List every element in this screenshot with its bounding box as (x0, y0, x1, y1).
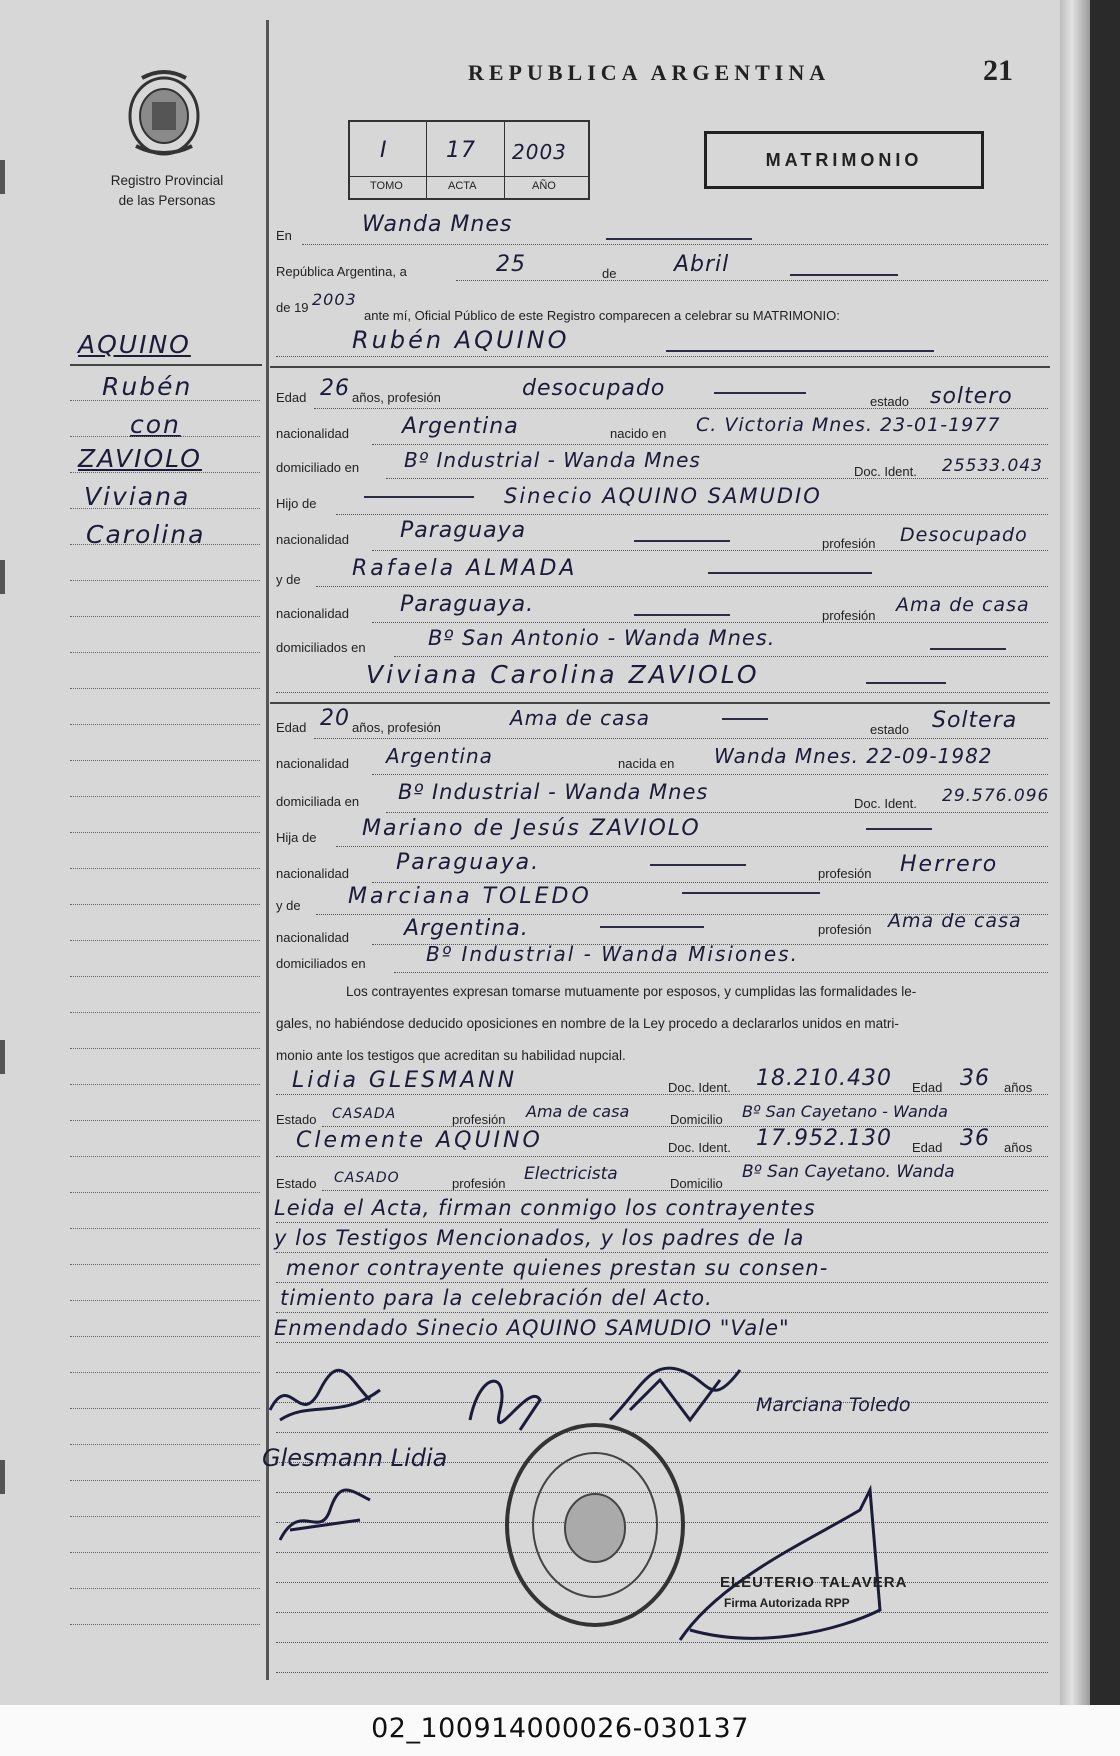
groom-age: 26 (320, 376, 350, 401)
note-line-3: menor contrayente quienes prestan su consen- (286, 1256, 829, 1280)
official-title: Firma Autorizada RPP (724, 1596, 850, 1610)
witness2-doc: 17.952.130 (756, 1126, 892, 1151)
nacionalidad-label: nacionalidad (276, 930, 350, 945)
page-number: 21 (983, 54, 1013, 87)
groom-nationality: Argentina (402, 414, 519, 439)
hija-de-label: Hija de (276, 830, 317, 845)
witness1-age: 36 (960, 1066, 990, 1091)
edad-label: Edad (276, 390, 307, 405)
bride-estado: Soltera (932, 708, 1018, 733)
y-de-label: y de (276, 898, 301, 913)
signature-official (660, 1480, 950, 1660)
witness1-name: Lidia GLESMANN (292, 1068, 518, 1093)
ano-label: AÑO (532, 180, 556, 192)
month: Abril (674, 252, 730, 277)
witness2-age: 36 (960, 1126, 990, 1151)
declaration-line-3: monio ante los testigos que acreditan su habilidad nupcial. (276, 1048, 626, 1063)
margin-rule (70, 760, 260, 761)
nacionalidad-label: nacionalidad (276, 532, 350, 547)
groom-mother-nationality: Paraguaya. (400, 592, 535, 617)
witness1-profession: Ama de casa (526, 1102, 630, 1121)
margin-rule (70, 1192, 260, 1193)
binder-hole (0, 1040, 5, 1074)
signature-glesmann: Glesmann Lidia (262, 1444, 448, 1472)
groom-father-nationality: Paraguaya (400, 518, 527, 543)
anos-profesion-label: años, profesión (352, 720, 441, 735)
groom-born: C. Victoria Mnes. 23-01-1977 (696, 414, 1001, 436)
margin-name-bride-1: Viviana (84, 482, 191, 511)
bride-born: Wanda Mnes. 22-09-1982 (714, 744, 993, 768)
margin-rule (70, 868, 260, 869)
bride-doc: 29.576.096 (942, 786, 1050, 806)
bride-father-nationality: Paraguaya. (396, 850, 541, 875)
margin-rule (70, 652, 260, 653)
profesion-label: profesión (452, 1112, 506, 1127)
margin-rule (70, 904, 260, 905)
nacionalidad-label: nacionalidad (276, 426, 350, 441)
margin-rule (70, 1516, 260, 1517)
place: Wanda Mnes (362, 212, 513, 237)
binder-hole (0, 1460, 5, 1494)
binder-hole (0, 160, 5, 194)
declaration-line-2: gales, no habiéndose deducido oposiciones en nombre de la Ley procedo a declararlos unidos en matri- (276, 1016, 899, 1031)
margin-rule (70, 1084, 260, 1085)
witness1-doc: 18.210.430 (756, 1066, 892, 1091)
nacida-en-label: nacida en (618, 756, 675, 771)
doc-ident-label: Doc. Ident. (854, 464, 917, 479)
acta-label: ACTA (448, 180, 477, 192)
margin-rule (70, 724, 260, 725)
margin-rule (70, 1408, 260, 1409)
margin-rule (70, 544, 260, 545)
groom-domicile: Bº Industrial - Wanda Mnes (404, 448, 701, 472)
en-label: En (276, 228, 292, 243)
de-label: de (602, 266, 617, 281)
witness2-estado: CASADO (334, 1170, 400, 1186)
ano-value: 2003 (512, 140, 567, 164)
margin-rule (70, 508, 260, 509)
record-id-box (348, 120, 590, 200)
bride-mother-nationality: Argentina. (404, 916, 529, 941)
witness1-estado: CASADA (332, 1106, 397, 1122)
witness1-domicile: Bº San Cayetano - Wanda (742, 1102, 948, 1121)
record-type-box: MATRIMONIO (704, 131, 984, 189)
bride-profession: Ama de casa (510, 706, 651, 730)
margin-rule (70, 688, 260, 689)
bride-father-profession: Herrero (900, 852, 999, 877)
margin-rule (70, 1120, 260, 1121)
anos-label: años (1004, 1140, 1033, 1155)
hijo-de-label: Hijo de (276, 496, 317, 511)
body-rule (276, 1342, 1048, 1343)
file-footer (0, 1705, 1120, 1756)
domiciliado-en-label: domiciliado en (276, 460, 360, 475)
y-de-label: y de (276, 572, 301, 587)
domicilio-label: Domicilio (670, 1112, 723, 1127)
margin-rule (70, 580, 260, 581)
margin-rule (70, 1228, 260, 1229)
bride-nationality: Argentina (386, 744, 493, 768)
profesion-label: profesión (818, 922, 872, 937)
doc-ident-label: Doc. Ident. (668, 1140, 731, 1155)
margin-name-groom: Rubén (102, 372, 193, 401)
acta-value: 17 (446, 138, 476, 163)
signature-clemente (270, 1480, 380, 1550)
bride-mother: Marciana TOLEDO (348, 884, 592, 909)
edad-label: Edad (912, 1080, 943, 1095)
country-heading: REPUBLICA ARGENTINA (468, 60, 831, 85)
groom-mother: Rafaela ALMADA (352, 556, 578, 581)
groom-mother-profession: Ama de casa (896, 594, 1030, 616)
tomo-label: TOMO (370, 180, 403, 192)
bride-parents-domicile: Bº Industrial - Wanda Misiones. (426, 942, 799, 966)
groom-full-name: Rubén AQUINO (352, 326, 570, 354)
bride-mother-profession: Ama de casa (888, 910, 1022, 932)
registry-name-line1: Registro Provincial (110, 173, 224, 188)
file-id: 02_100914000026-030137 (371, 1713, 749, 1744)
domiciliada-en-label: domiciliada en (276, 794, 360, 809)
margin-rule (70, 1372, 260, 1373)
margin-rule (70, 796, 260, 797)
margin-rule (70, 1048, 260, 1049)
year: 2003 (312, 290, 357, 309)
estado-label: Estado (276, 1176, 317, 1191)
registry-name-line2: de las Personas (118, 193, 216, 208)
tomo-value: I (380, 138, 388, 163)
margin-rule (70, 1264, 260, 1265)
body-rule (276, 1672, 1048, 1673)
doc-ident-label: Doc. Ident. (854, 796, 917, 811)
nacionalidad-label: nacionalidad (276, 606, 350, 621)
witness2-domicile: Bº San Cayetano. Wanda (742, 1162, 955, 1182)
binder-hole (0, 560, 5, 594)
nacido-en-label: nacido en (610, 426, 667, 441)
margin-rule (70, 976, 260, 977)
anos-label: años (1004, 1080, 1033, 1095)
margin-surname-bride: ZAVIOLO (78, 444, 202, 473)
margin-surname-groom: AQUINO (78, 330, 191, 359)
anos-profesion-label: años, profesión (352, 390, 441, 405)
note-line-2: y los Testigos Mencionados, y los padres de la (274, 1226, 805, 1250)
estado-label: estado (870, 722, 910, 737)
bride-father: Mariano de Jesús ZAVIOLO (362, 816, 701, 841)
domiciliados-en-label: domiciliados en (276, 956, 366, 971)
margin-rule (70, 1012, 260, 1013)
estado-label: Estado (276, 1112, 317, 1127)
groom-profession: desocupado (522, 376, 666, 401)
republica-label: República Argentina, a (276, 264, 407, 279)
groom-doc: 25533.043 (942, 456, 1043, 476)
note-line-5: Enmendado Sinecio AQUINO SAMUDIO "Vale" (274, 1316, 790, 1340)
edad-label: Edad (276, 720, 307, 735)
doc-ident-label: Doc. Ident. (668, 1080, 731, 1095)
note-line-4: timiento para la celebración del Acto. (280, 1286, 713, 1310)
margin-rule (70, 436, 260, 437)
witness2-profession: Electricista (524, 1164, 618, 1184)
edad-label: Edad (912, 1140, 943, 1155)
margin-rule (70, 400, 260, 401)
year-prefix: de 19 (276, 300, 309, 315)
bride-domicile: Bº Industrial - Wanda Mnes (398, 780, 709, 804)
coat-of-arms-icon (122, 68, 206, 160)
profesion-label: profesión (452, 1176, 506, 1191)
margin-name-bride-2: Carolina (86, 520, 206, 549)
bride-full-name: Viviana Carolina ZAVIOLO (366, 660, 760, 689)
groom-father: Sinecio AQUINO SAMUDIO (504, 484, 822, 508)
profesion-label: profesión (818, 866, 872, 881)
margin-rule (70, 1480, 260, 1481)
margin-con: con (130, 410, 181, 439)
declaration-line-1: Los contrayentes expresan tomarse mutuamente por esposos, y cumplidas las formalidades le- (346, 984, 917, 999)
margin-rule (70, 616, 260, 617)
profesion-label: profesión (822, 608, 876, 623)
groom-estado: soltero (930, 384, 1013, 409)
margin-rule (70, 472, 260, 473)
bride-age: 20 (320, 706, 350, 731)
estado-label: estado (870, 394, 910, 409)
domiciliados-en-label: domiciliados en (276, 640, 366, 655)
signature-marciana: Marciana Toledo (756, 1394, 911, 1416)
margin-rule (70, 1444, 260, 1445)
groom-parents-domicile: Bº San Antonio - Wanda Mnes. (428, 626, 776, 650)
body-rule (276, 1252, 1048, 1253)
margin-rule (70, 940, 260, 941)
nacionalidad-label: nacionalidad (276, 866, 350, 881)
margin-rule (70, 832, 260, 833)
witness2-name: Clemente AQUINO (296, 1128, 543, 1153)
note-line-1: Leida el Acta, firman conmigo los contrayentes (274, 1196, 816, 1220)
domicilio-label: Domicilio (670, 1176, 723, 1191)
groom-father-profession: Desocupado (900, 524, 1028, 546)
body-rule (276, 1282, 1048, 1283)
official-name: ELEUTERIO TALAVERA (720, 1574, 908, 1591)
body-rule (276, 1312, 1048, 1313)
nacionalidad-label: nacionalidad (276, 756, 350, 771)
body-rule (276, 1222, 1048, 1223)
margin-rule (70, 1552, 260, 1553)
page-edge (1060, 0, 1090, 1705)
day: 25 (496, 252, 526, 277)
margin-rule (70, 1588, 260, 1589)
margin-rule (70, 1336, 260, 1337)
margin-rule (70, 1624, 260, 1625)
signature-groom (260, 1360, 390, 1440)
intro-statement: ante mí, Oficial Público de este Registro comparecen a celebrar su MATRIMONIO: (364, 308, 840, 323)
margin-rule (70, 1156, 260, 1157)
profesion-label: profesión (822, 536, 876, 551)
margin-rule (70, 1300, 260, 1301)
